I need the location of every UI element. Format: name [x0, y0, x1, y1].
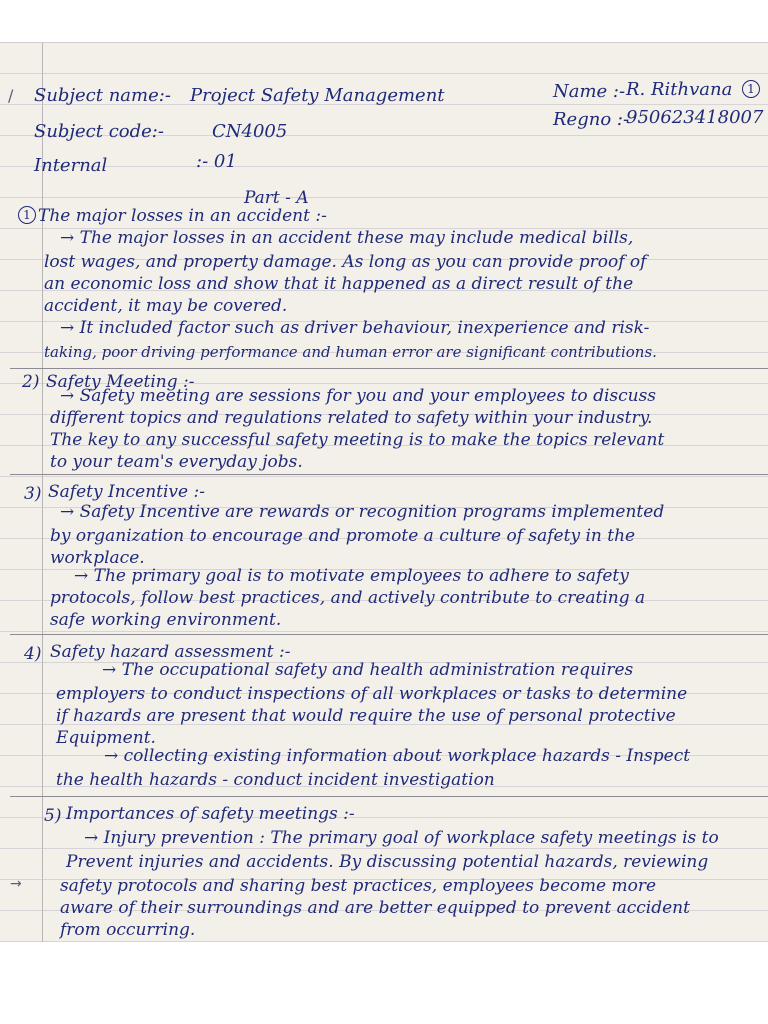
subject-code-label: Subject code:-	[34, 121, 164, 142]
answer-line: different topics and regulations related to safety within your industry.	[50, 408, 653, 428]
answer-line: → Safety Incentive are rewards or recognition programs implemented	[60, 502, 665, 522]
answer-line: accident, it may be covered.	[44, 296, 288, 316]
answer-separator	[10, 796, 768, 797]
answer-line: Prevent injuries and accidents. By discussing potential hazards, reviewing	[66, 852, 709, 872]
answer-line: → Injury prevention : The primary goal of workplace safety meetings is to	[84, 828, 719, 848]
regno-value: 950623418007	[626, 107, 764, 128]
margin-slash-mark: /	[8, 86, 14, 105]
answer-line: an economic loss and show that it happened as a direct result of the	[44, 274, 634, 294]
subject-name-label: Subject name:-	[34, 85, 171, 106]
answer-separator	[10, 634, 768, 635]
answer-line: by organization to encourage and promote a culture of safety in the	[50, 526, 636, 546]
name-value: R. Rithvana	[626, 79, 733, 100]
subject-code-value: CN4005	[212, 121, 288, 142]
answer-title: Safety hazard assessment :-	[50, 642, 291, 662]
answer-line: The key to any successful safety meeting is to make the topics relevant	[50, 430, 665, 450]
answer-line: → The primary goal is to motivate employees to adhere to safety	[74, 566, 629, 586]
answer-line: → collecting existing information about workplace hazards - Inspect	[104, 746, 691, 766]
page-number-badge: 1	[742, 80, 760, 98]
answer-number: 1	[18, 206, 36, 224]
answer-title: Importances of safety meetings :-	[66, 804, 355, 824]
part-heading: Part - A	[244, 188, 309, 208]
page-bottom-margin	[0, 942, 768, 1024]
answer-line: from occurring.	[60, 920, 196, 940]
subject-name-value: Project Safety Management	[190, 85, 445, 106]
answer-separator	[10, 368, 768, 369]
answer-line: aware of their surroundings and are better equipped to prevent accident	[60, 898, 690, 918]
answer-title: The major losses in an accident :-	[38, 206, 327, 226]
name-label: Name :-	[553, 81, 626, 102]
answer-line: to your team's everyday jobs.	[50, 452, 303, 472]
answer-line: if hazards are present that would require the use of personal protective	[56, 706, 676, 726]
answer-line: protocols, follow best practices, and actively contribute to creating a	[50, 588, 646, 608]
answer-line: Equipment.	[56, 728, 156, 748]
margin-arrow-mark: →	[10, 876, 22, 892]
regno-label: Regno :-	[553, 109, 630, 130]
answer-title: Safety Incentive :-	[48, 482, 205, 502]
answer-line: employers to conduct inspections of all workplaces or tasks to determine	[56, 684, 688, 704]
answer-line: → It included factor such as driver behaviour, inexperience and risk-	[60, 318, 650, 338]
answer-number: 3)	[24, 484, 42, 504]
answer-separator	[10, 474, 768, 475]
answer-line: → The major losses in an accident these may include medical bills,	[60, 228, 634, 248]
answer-number: 5)	[44, 806, 62, 826]
answer-line: workplace.	[50, 548, 145, 568]
answer-title: Safety Meeting :-	[46, 372, 195, 392]
answer-number: 2)	[22, 372, 40, 392]
internal-value: :- 01	[196, 151, 237, 172]
answer-line: safety protocols and sharing best practices, employees become more	[60, 876, 657, 896]
answer-line: → Safety meeting are sessions for you and your employees to discuss	[60, 386, 657, 406]
answer-line: → The occupational safety and health administration requires	[102, 660, 634, 680]
answer-line: taking, poor driving performance and human error are significant contributions.	[44, 343, 657, 361]
answer-number: 4)	[24, 644, 42, 664]
answer-line: the health hazards - conduct incident investigation	[56, 770, 495, 790]
answer-line: lost wages, and property damage. As long as you can provide proof of	[44, 252, 647, 272]
answer-line: safe working environment.	[50, 610, 282, 630]
internal-label: Internal	[34, 155, 108, 176]
